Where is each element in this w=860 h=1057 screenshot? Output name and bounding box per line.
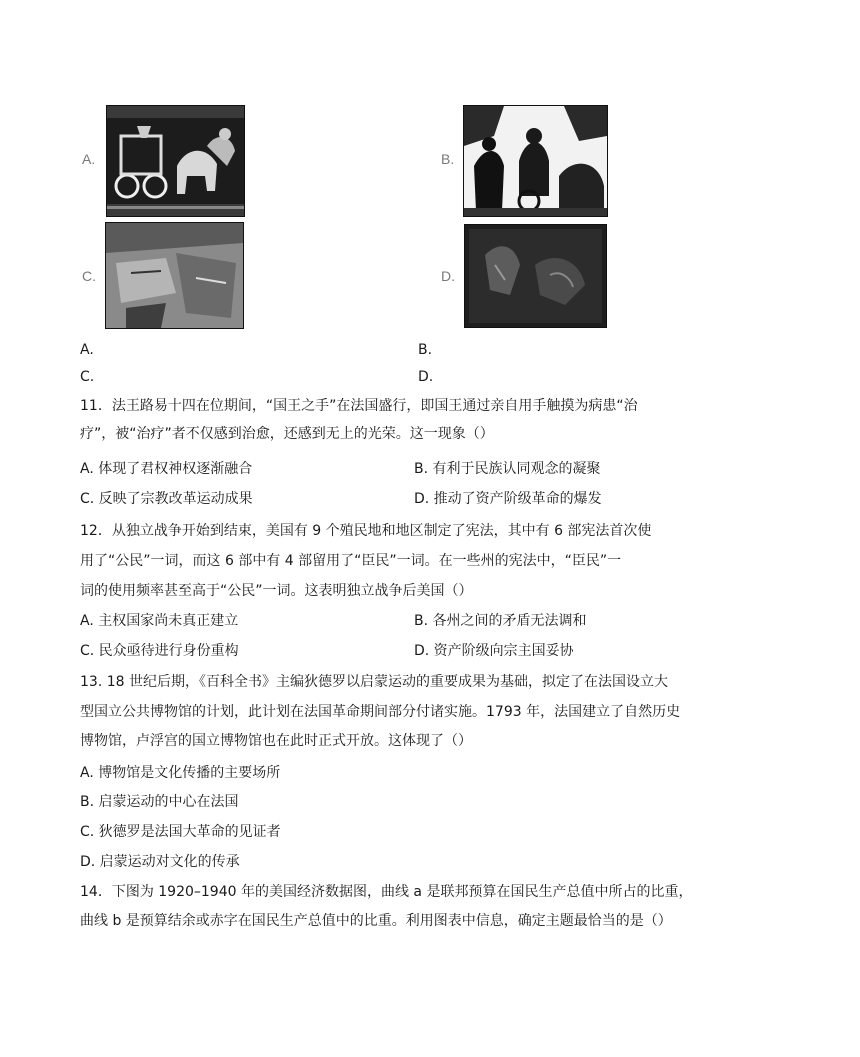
q12-option-a[interactable]: A. 主权国家尚未真正建立 xyxy=(80,613,239,629)
q13-stem-line2: 型国立公共博物馆的计划，此计划在法国革命期间部分付诸实施。1793 年，法国建立了自然历史 xyxy=(80,704,681,720)
q11-stem-line1: 11．法王路易十四在位期间，“国王之手”在法国盛行，即国王通过亲自用手触摸为病患“治 xyxy=(80,398,638,414)
q11-option-c[interactable]: C. 反映了宗教改革运动成果 xyxy=(80,491,253,507)
q13-option-c[interactable]: C. 狄德罗是法国大革命的见证者 xyxy=(80,824,281,840)
answer-option-a[interactable]: A. xyxy=(80,342,94,358)
q12-stem-line1: 12．从独立战争开始到结束，美国有 9 个殖民地和地区制定了宪法，其中有 6 部宪法首次使 xyxy=(80,523,652,539)
image-option-b-letter: B. xyxy=(441,151,455,167)
q12-option-c[interactable]: C. 民众亟待进行身份重构 xyxy=(80,643,239,659)
q11-option-a[interactable]: A. 体现了君权神权逐渐融合 xyxy=(80,461,253,477)
image-option-c-letter: C. xyxy=(82,268,96,284)
q11-stem-line2: 疗”，被“治疗”者不仅感到治愈，还感到无上的光荣。这一现象（） xyxy=(80,426,494,442)
image-option-c xyxy=(105,222,244,329)
image-option-b xyxy=(463,105,608,217)
answer-option-d[interactable]: D. xyxy=(418,369,434,385)
q13-stem-line1: 13. 18 世纪后期，《百科全书》主编狄德罗以启蒙运动的重要成果为基础，拟定了在法国设立大 xyxy=(80,674,668,690)
mural-fragment-image xyxy=(106,223,243,328)
q13-option-a[interactable]: A. 博物馆是文化传播的主要场所 xyxy=(80,765,281,781)
q12-stem-line3: 词的使用频率甚至高于“公民”一词。这表明独立战争后美国（） xyxy=(80,583,473,599)
q12-stem-line2: 用了“公民”一词，而这 6 部中有 4 部留用了“臣民”一词。在一些州的宪法中，“臣民”一 xyxy=(80,553,622,569)
image-option-d-letter: D. xyxy=(441,268,455,284)
figures-scene-image xyxy=(464,106,607,216)
answer-option-b[interactable]: B. xyxy=(418,342,433,358)
q14-stem-line2: 曲线 b 是预算结余或赤字在国民生产总值中的比重。利用图表中信息，确定主题最恰当的是（） xyxy=(80,913,672,929)
q13-stem-line3: 博物馆，卢浮宫的国立博物馆也在此时正式开放。这体现了（） xyxy=(80,733,472,749)
image-option-a xyxy=(106,105,245,217)
dark-relief-image xyxy=(465,225,606,327)
q11-option-b[interactable]: B. 有利于民族认同观念的凝聚 xyxy=(414,461,601,477)
q12-option-b[interactable]: B. 各州之间的矛盾无法调和 xyxy=(414,613,587,629)
chariot-relief-image xyxy=(107,106,244,216)
q14-stem-line1: 14．下图为 1920–1940 年的美国经济数据图，曲线 a 是联邦预算在国民生产总值中所占的比重， xyxy=(80,884,693,900)
q11-option-d[interactable]: D. 推动了资产阶级革命的爆发 xyxy=(414,491,602,507)
q12-option-d[interactable]: D. 资产阶级向宗主国妥协 xyxy=(414,643,574,659)
q13-option-b[interactable]: B. 启蒙运动的中心在法国 xyxy=(80,794,239,810)
image-option-d xyxy=(464,224,607,328)
answer-option-c[interactable]: C. xyxy=(80,369,95,385)
q13-option-d[interactable]: D. 启蒙运动对文化的传承 xyxy=(80,854,240,870)
image-option-a-letter: A. xyxy=(82,151,96,167)
